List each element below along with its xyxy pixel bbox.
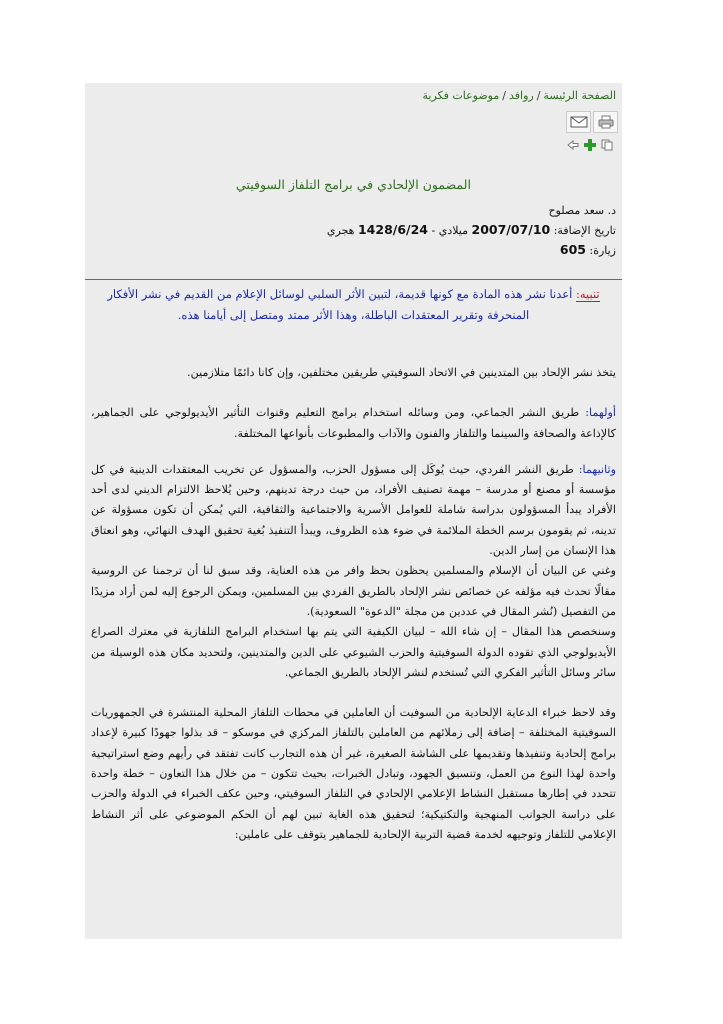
article-title: المضمون الإلحادي في برامج التلفاز السوفيتي	[236, 177, 471, 192]
date-hijri: 1428/6/24	[357, 222, 428, 237]
section-divider	[85, 279, 622, 280]
paragraph-lead: أولهما:	[585, 406, 616, 420]
add-favorite-icon	[584, 139, 596, 151]
breadcrumb	[423, 89, 616, 102]
article-meta	[327, 201, 616, 260]
breadcrumb-separator: /	[502, 89, 506, 102]
print-button[interactable]	[593, 111, 618, 133]
visits-label: زيارة:	[589, 244, 616, 257]
paragraph-lead: وثانيهما:	[578, 462, 616, 476]
hijri-suffix: هجري	[326, 224, 355, 237]
copy-icon	[601, 139, 613, 151]
date-label: تاريخ الإضافة:	[553, 224, 616, 237]
paragraph-text: وغني عن البيان أن الإسلام والمسلمين يحظون بحظ وافر من هذه العناية، وقد سبق لنا أن ترجمنا عن الروسية مقالًا تحدث فيه مؤلفه عن خصائص نشر الإلحاد بالطريق الفردي بين المسلمين، ويمكن الرجوع إليه لمن أراد مزيدًا من التفصيل (نُشر المقال في عددين من مجلة "الدعوة" السعودية).	[91, 564, 616, 618]
gregorian-suffix: ميلادي -	[431, 224, 468, 237]
notice-text: أعدنا نشر هذه المادة مع كونها قديمة، لتبين الأثر السلبي لوسائل الإعلام من القديم في نشر الأفكار المنحرفة وتقرير المعتقدات الباطلة، وهذا الأثر ممتد ومتصل إلى أيامنا هذه.	[107, 287, 573, 322]
notice-label: تنبيه:	[575, 287, 600, 301]
article-visits	[327, 240, 616, 260]
back-arrow-icon	[567, 139, 579, 151]
breadcrumb-separator: /	[536, 89, 541, 102]
paragraph-text: وسنخصص هذا المقال – إن شاء الله – لبيان الكيفية التي يتم بها استخدام البرامج التلفازية في معترك الصراع الأيديولوجي الذي تقوده الدولة السوفيتية والحزب الشيوعي على الدين والمتدينين، ولتحديد مكان هذه الوسيلة من سائر وسائل التأثير الفكري التي تُستخدم لنشر الإلحاد بالطريق الجماعي.	[91, 625, 616, 679]
notice-box	[91, 284, 616, 326]
paragraph	[91, 460, 616, 683]
document-page	[85, 83, 622, 939]
paragraph-text: طريق النشر الفردي، حيث يُوكَل إلى مسؤول الحزب، والمسؤول عن تخريب المعتقدات الدينية في كل مؤسسة أو مصنع أو مدرسة – مهمة تصنيف الأفراد، من حيث درجة تدينهم، وحين يُلاحظ الالتزام الديني لدى أحد الأفراد يبدأ المسؤولون بدراسة شاملة للعوامل الأسرية والاجتماعية والثقافية، التي يُمكن أن تكون مسؤولة عن تدينه، ثم يقومون برسم الخطة الملائمة في ضوء هذه الظروف، ويبدأ التنفيذ بُغية تحقيق الهدف النهائي، وهو انعتاق هذا الإنسان من إسار الدين.	[91, 462, 616, 558]
paragraph: يتخذ نشر الإلحاد بين المتدينين في الاتحاد السوفيتي طريقين مختلفين، وإن كانا دائمًا متلازمين.	[187, 366, 616, 379]
article-date	[327, 220, 616, 240]
breadcrumb-section-link[interactable]: روافد	[508, 89, 534, 102]
article-toolbox	[566, 111, 618, 154]
visits-count: 605	[559, 242, 586, 257]
back-button[interactable]	[566, 139, 580, 154]
printer-icon	[598, 115, 614, 129]
breadcrumb-category-link[interactable]: موضوعات فكرية	[422, 89, 500, 102]
email-button[interactable]	[566, 111, 591, 133]
paragraph-text: طريق النشر الجماعي، ومن وسائله استخدام برامج التعليم وقنوات التأثير الأيديولوجي على الجماهير، كالإذاعة والصحافة والسينما والتلفاز والفنون والآداب والمطبوعات بأنواعها المختلفة.	[91, 406, 616, 440]
article-author: د. سعد مصلوح	[548, 204, 616, 217]
breadcrumb-home-link[interactable]: الصفحة الرئيسة	[543, 89, 616, 102]
paragraph	[91, 403, 616, 444]
article-body	[91, 363, 616, 865]
envelope-icon	[570, 115, 588, 129]
paragraph: وقد لاحظ خبراء الدعاية الإلحادية من السوفيت أن العاملين في محطات التلفاز المحلية المنتشرة في الجمهوريات السوفيتية المختلفة – إضافة إلى زملائهم من العاملين بالتلفاز المركزي في موسكو – قد بذلوا جهودًا كبيرة لإعداد برامج إلحادية وتنفيذها وتقديمها على الشاشة الصغيرة، غير أن هذه التجارب كانت تفتقد في رأيهم وضع استراتيجية واحدة لهذا النوع من العمل، وتنسيق الجهود، وتبادل الخبرات، بحيث تتكون – من خلال هذا التعاون – خطة واحدة تتحدد في إطارها مستقبل النشاط الإعلامي الإلحادي في التلفاز السوفيتي، وحين عكف الخبراء في الدولة والحزب على دراسة الجوانب المنهجية والتكتيكية؛ لتحقيق هذه الغاية تبين لهم أن الحكم الموضوعي على أثر النشاط الإعلامي للتلفاز وتوجيهه لخدمة قضية التربية الإلحادية للجماهير يتوقف على عاملين:	[91, 706, 616, 841]
add-favorite-button[interactable]	[583, 139, 597, 154]
copy-button[interactable]	[600, 139, 614, 154]
date-gregorian: 2007/07/10	[471, 222, 551, 237]
